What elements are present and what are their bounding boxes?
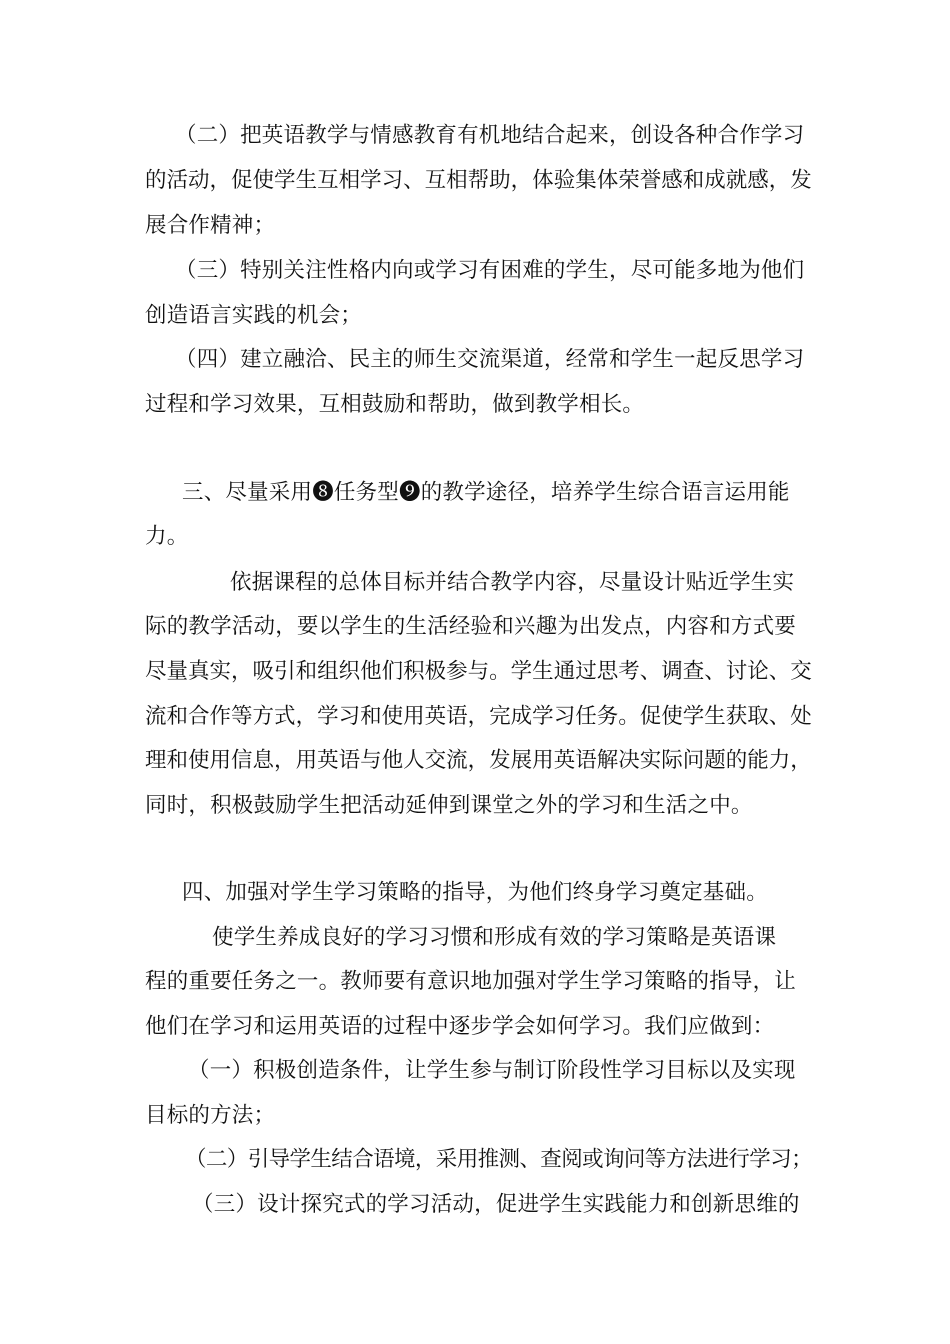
section3-body-line3: 尽量真实，吸引和组织他们积极参与。学生通过思考、调查、讨论、交 (145, 659, 812, 684)
section3-body-line5: 理和使用信息，用英语与他人交流，发展用英语解决实际问题的能力， (145, 748, 812, 773)
section3-body-line6: 同时，积极鼓励学生把活动延伸到课堂之外的学习和生活之中。 (145, 793, 753, 818)
section3-body-line1: 依据课程的总体目标并结合教学内容，尽量设计贴近学生实 (230, 570, 795, 595)
section4-item3-line1: （三）设计探究式的学习活动，促进学生实践能力和创新思维的 (192, 1192, 800, 1217)
section4-body-line2: 程的重要任务之一。教师要有意识地加强对学生学习策略的指导，让 (145, 969, 797, 994)
section2-item4-line2: 过程和学习效果，互相鼓励和帮助，做到教学相长。 (145, 392, 645, 417)
section2-item3-line1: （三）特别关注性格内向或学习有困难的学生，尽可能多地为他们 (175, 258, 805, 283)
section3-body-line2: 际的教学活动，要以学生的生活经验和兴趣为出发点，内容和方式要 (145, 614, 797, 639)
section2-item2-line1: （二）把英语教学与情感教育有机地结合起来，创设各种合作学习 (175, 123, 805, 148)
section2-item3-line2: 创造语言实践的机会； (145, 303, 363, 328)
section4-body-line3: 他们在学习和运用英语的过程中逐步学会如何学习。我们应做到： (145, 1014, 775, 1039)
section2-item2-line3: 展合作精神； (145, 213, 276, 238)
section4-item1-line1: （一）积极创造条件，让学生参与制订阶段性学习目标以及实现 (188, 1058, 796, 1083)
section4-item2-line1: （二）引导学生结合语境，采用推测、查阅或询问等方法进行学习； (185, 1147, 813, 1172)
section4-body-line1: 使学生养成良好的学习习惯和形成有效的学习策略是英语课 (212, 925, 777, 950)
section3-heading-line1: 三、尽量采用❽任务型❾的教学途径，培养学生综合语言运用能 (182, 480, 790, 505)
section3-body-line4: 流和合作等方式，学习和使用英语，完成学习任务。促使学生获取、处 (145, 704, 812, 729)
section4-item1-line2: 目标的方法； (145, 1103, 276, 1128)
section2-item2-line2: 的活动，促使学生互相学习、互相帮助，体验集体荣誉感和成就感，发 (145, 168, 812, 193)
section4-heading: 四、加强对学生学习策略的指导，为他们终身学习奠定基础。 (182, 880, 768, 905)
section3-heading-line2: 力。 (145, 524, 189, 549)
section2-item4-line1: （四）建立融洽、民主的师生交流渠道，经常和学生一起反思学习 (175, 347, 805, 372)
